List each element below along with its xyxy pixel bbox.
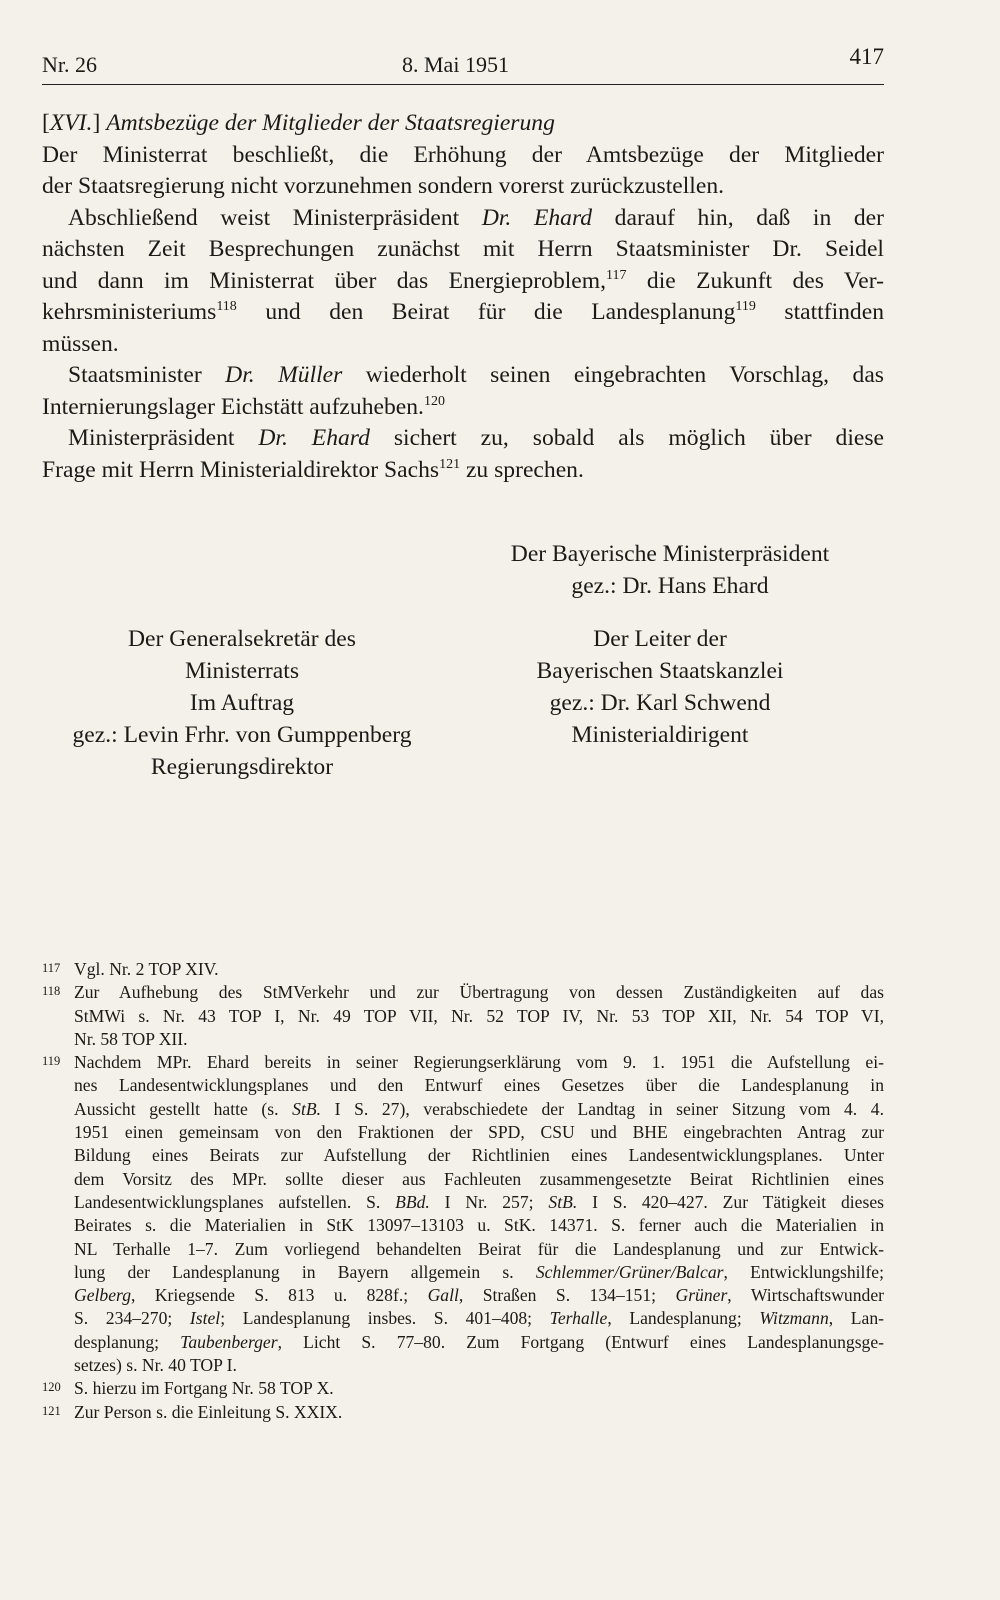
signature-line: gez.: Dr. Hans Ehard [571,573,769,599]
main-text [42,108,884,486]
footnote-line [74,1284,884,1307]
footnote-line: Bildung eines Beirats zur Aufstellung der Richtlinien eines Landesentwicklungsplanes. Unter [74,1145,884,1166]
signature-line: Bayerischen Staatskanzlei [536,658,784,684]
signature-line: gez.: Dr. Karl Schwend [549,690,771,716]
text-run: Landesentwicklungsplanes aufstellen. S. [74,1191,396,1212]
text-run: zu sprechen. [460,456,584,483]
text-run: darauf hin, daß in der [592,204,884,231]
text-run: Ministerpräsident [68,425,259,451]
footnote-ref[interactable]: 118 [216,299,237,314]
citation-abbrev: StB. [292,1098,321,1119]
paragraph-line: Der Ministerrat beschließt, die Erhöhung der Amtsbezüge der Mitglieder [42,141,884,168]
footnote-line: NL Terhalle 1–7. Zum vorliegend behandelten Beirat für die Landesplanung und zur Entwick- [74,1238,884,1259]
text-run: sichert zu, sobald als möglich über diese [369,425,884,451]
footnote-line: dem Vorsitz des MPr. sollte dieser aus Fachleuten zusammengesetzte Beirat Richtlinien eines [74,1168,884,1189]
text-run: die Zukunft des Ver- [626,267,884,294]
text-run: Frage mit Herrn Ministerialdirektor Sachs [42,456,440,483]
footnote-line [74,1098,884,1121]
text-run: und den Beirat für die Landesplanung [236,299,736,325]
person-name: Dr. Müller [225,362,343,388]
citation-author: Taubenberger [180,1331,278,1352]
footnote-number: 119 [42,1054,61,1069]
citation-abbrev: StB. [548,1191,578,1212]
text-run: , Straßen S. 134–151; [458,1285,676,1306]
signature-line: Der Leiter der [593,626,727,652]
citation-author: Witzmann [759,1308,829,1329]
signature-line: Der Generalsekretär des [128,626,356,652]
footnote-line [74,1331,884,1354]
paragraph-line [42,297,884,329]
footnote-line: Nr. 58 TOP XII. [74,1028,188,1049]
signature-line: Regierungsdirektor [150,754,334,780]
text-run: S. 234–270; [74,1308,190,1329]
text-run: wiederholt seinen eingebrachten Vorschlag, das [342,362,884,388]
footnote-line: Zur Aufhebung des StMVerkehr und zur Übertragung von dessen Zuständigkeiten auf das [74,982,884,1003]
footnote-ref[interactable]: 120 [423,393,445,409]
paragraph-line [42,392,884,424]
footnote-line [74,1307,884,1330]
paragraph-line: müssen. [42,330,119,357]
footnote-121 [42,1401,884,1424]
text-run: , Kriegsende S. 813 u. 828f.; [131,1285,428,1306]
footnote-119 [42,1051,884,1377]
paragraph-line: nächsten Zeit Besprechungen zunächst mit Herrn Staatsminister Dr. Seidel [42,236,884,262]
text-run: I S. 420–427. Zur Tätigkeit dieses [577,1191,884,1212]
footnote-line: StMWi s. Nr. 43 TOP I, Nr. 49 TOP VII, Nr. 52 TOP IV, Nr. 53 TOP XII, Nr. 54 TOP VI, [74,1005,884,1026]
paragraph-line: der Staatsregierung nicht vorzunehmen sondern vorerst zurückzustellen. [42,173,725,199]
signature-line: gez.: Levin Frhr. von Gumppenberg [72,722,412,748]
text-run: I Nr. 257; [429,1191,549,1212]
signature-block-generalsekretaer [42,623,442,783]
paragraph-line [42,423,884,455]
paragraph-line [42,266,884,298]
signature-block-ministerpraesident [470,538,870,602]
footnote-line [74,1191,884,1214]
footnotes [42,958,884,1424]
text-run: kehrsministeriums [42,299,217,325]
footnote-line: 1951 einen gemeinsam von den Fraktionen der SPD, CSU und BHE eingebrachten Antrag zur [74,1122,884,1143]
heading-bracket-open: [ [42,110,50,136]
text-run: lung der Landesplanung in Bayern allgemein s. [74,1261,536,1282]
text-run: , Entwicklungshilfe; [723,1261,885,1282]
paragraph-line [42,203,884,235]
footnote-ref[interactable]: 121 [439,456,461,472]
signature-block-staatskanzlei [460,623,860,751]
text-run: , Wirtschaftswunder [727,1285,884,1306]
footnote-number: 121 [42,1403,61,1418]
document-number: Nr. 26 [42,52,97,77]
text-run: stattfinden [755,299,884,325]
citation-author: Schlemmer/Grüner/Balcar [535,1261,724,1282]
citation-abbrev: BBd. [395,1191,430,1212]
person-name: Dr. Ehard [258,425,370,451]
text-run: Abschließend weist Ministerpräsident [68,204,482,231]
heading-bracket-close: ] [92,110,101,136]
signature-line: Ministerialdirigent [571,722,749,748]
session-date: 8. Mai 1951 [402,52,509,77]
footnote-118 [42,981,884,1051]
signature-line: Ministerrats [184,658,300,684]
footnote-line: nes Landesentwicklungsplanes und den Entwurf eines Gesetzes über die Landesplanung in [74,1075,884,1096]
header-rule [42,84,884,85]
citation-author: Gall [427,1285,459,1306]
heading-title: Amtsbezüge der Mitglieder der Staatsregierung [106,110,555,136]
footnote-number: 120 [42,1380,61,1395]
text-run: , Landesplanung; [607,1308,760,1329]
footnote-line [74,1261,884,1284]
citation-author: Grüner [675,1285,728,1306]
text-run: ; Landesplanung insbes. S. 401–408; [220,1308,550,1329]
footnote-ref[interactable]: 117 [606,267,627,283]
text-run: , Lan- [828,1308,885,1329]
footnote-line: Zur Person s. die Einleitung S. XXIX. [74,1401,343,1422]
footnote-line: setzes) s. Nr. 40 TOP I. [74,1355,237,1376]
footnote-number: 117 [42,961,61,975]
citation-author: Terhalle [549,1308,608,1329]
footnote-line: Beirates s. die Materialien in StK 13097–13103 u. StK. 14371. S. ferner auch die Materialien in [74,1215,884,1236]
signature-line: Der Bayerische Ministerpräsident [510,541,830,567]
section-heading [42,108,884,140]
page-number: 417 [849,44,884,69]
text-run: Aussicht gestellt hatte (s. [74,1098,293,1119]
heading-roman: XVI. [49,110,93,136]
person-name: Dr. Ehard [481,204,593,231]
footnote-line: S. hierzu im Fortgang Nr. 58 TOP X. [74,1378,334,1399]
text-run: Internierungslager Eichstätt aufzuheben. [42,393,424,420]
paragraph-line [42,455,884,487]
paragraph-line [42,360,884,392]
footnote-120 [42,1377,884,1400]
footnote-ref[interactable]: 119 [735,299,756,314]
text-run: Staatsminister [68,362,226,388]
text-run: und dann im Ministerrat über das Energieproblem, [42,267,607,294]
footnote-117 [42,958,884,981]
text-run: desplanung; [74,1331,181,1352]
citation-author: Gelberg [74,1285,131,1306]
footnote-number: 118 [42,984,61,999]
running-header [42,44,884,78]
footnote-line: Nachdem MPr. Ehard bereits in seiner Regierungserklärung vom 9. 1. 1951 die Aufstellung ei- [74,1052,884,1073]
footnote-line: Vgl. Nr. 2 TOP XIV. [74,959,219,979]
signature-line: Im Auftrag [189,690,295,716]
text-run: I S. 27), verabschiedete der Landtag in seiner Sitzung vom 4. 4. [320,1098,884,1119]
text-run: , Licht S. 77–80. Zum Fortgang (Entwurf eines Landesplanungsge- [277,1331,885,1352]
citation-author: Istel [189,1308,221,1329]
